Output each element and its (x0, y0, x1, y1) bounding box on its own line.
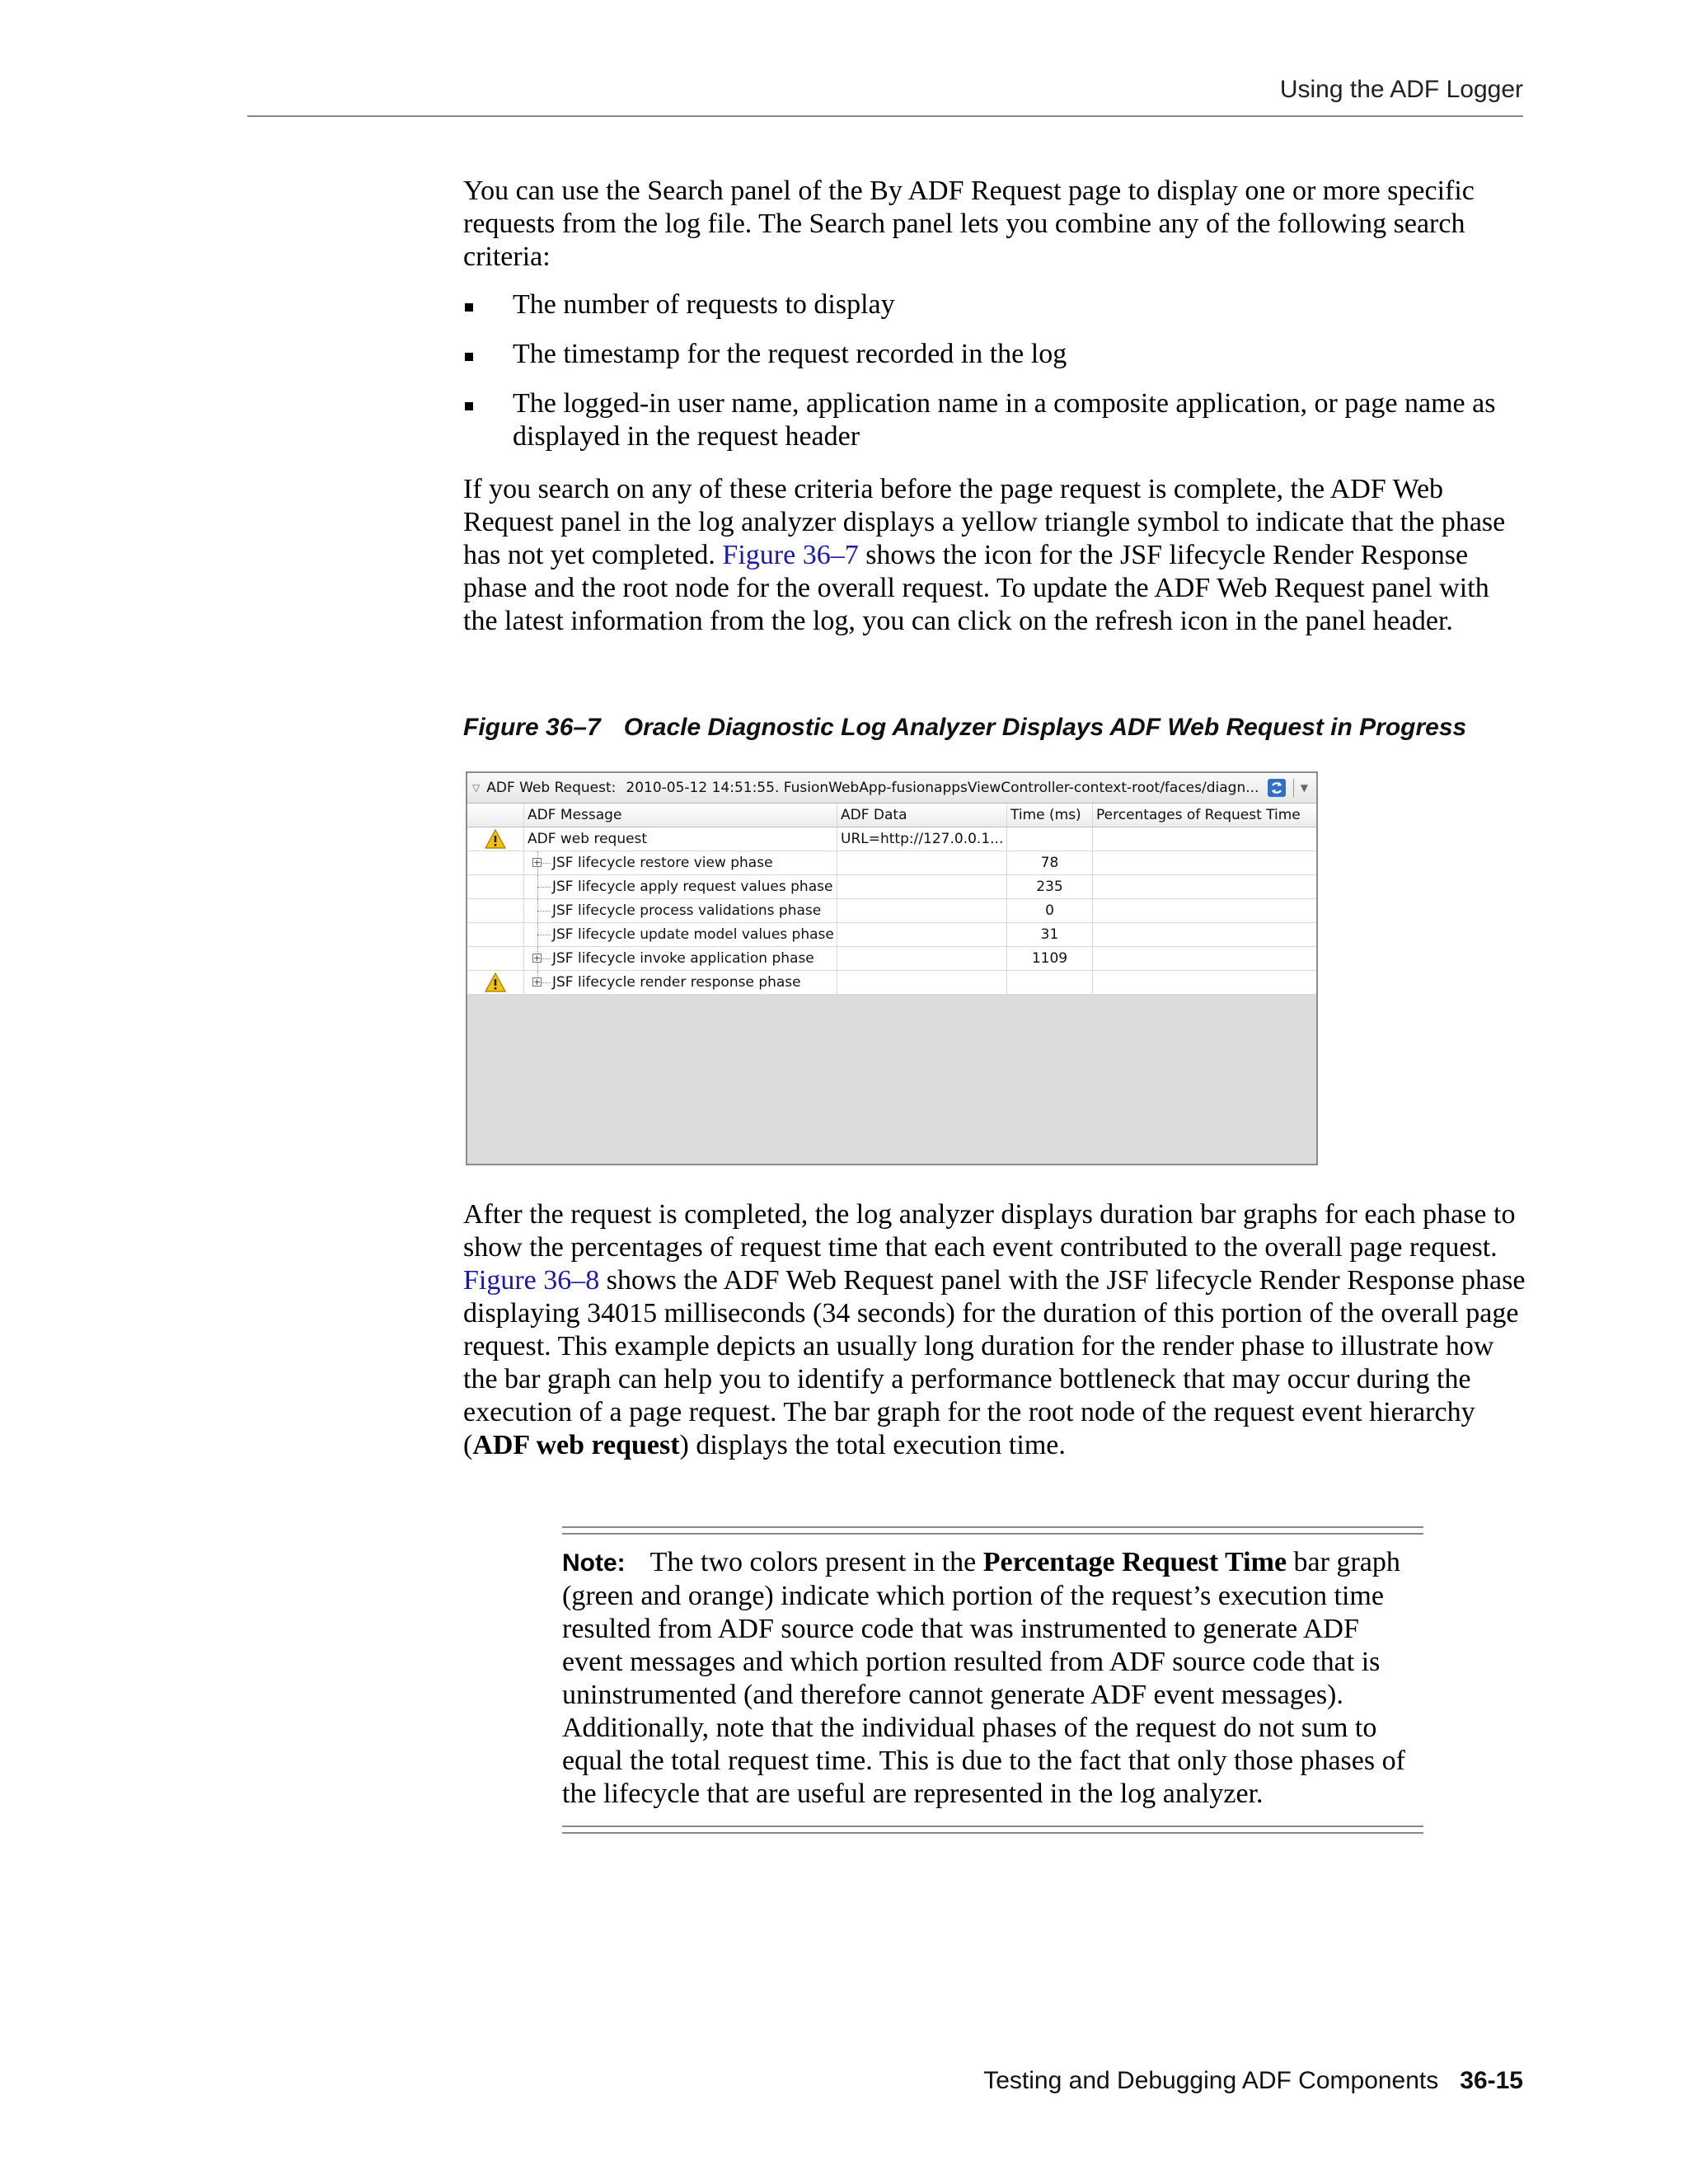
list-item-text: The timestamp for the request recorded in the log (513, 339, 1067, 369)
message-cell (524, 851, 837, 874)
paragraph-2-text: If you search on any of these criteria before the page request is complete, the ADF Web Request panel in the log analyzer displays a yellow triangle symbol to indicate that the phase has not yet completed. (463, 474, 1506, 570)
list-item-text: The number of requests to display (513, 289, 895, 320)
collapse-triangle-icon[interactable]: ▽ (472, 782, 481, 794)
paragraph-3 (463, 1198, 1526, 1462)
column-header[interactable]: ADF Message (524, 804, 837, 827)
bullet-icon (465, 353, 473, 361)
table-row[interactable] (467, 923, 1316, 947)
tree-connector (528, 875, 552, 898)
figure-caption (463, 714, 1535, 742)
status-cell (467, 875, 524, 898)
intro-paragraph: You can use the Search panel of the By ADF Request page to display one or more specific requests from the log file. The Search panel lets you combine any of the following search criteria: (463, 176, 1475, 272)
message-text: JSF lifecycle process validations phase (552, 902, 822, 919)
message-cell (524, 827, 837, 851)
status-cell (467, 851, 524, 874)
paragraph-3-text: After the request is completed, the log analyzer displays duration bar graphs for each phase to show the percentages of request time that each event contributed to the overall page request. (463, 1199, 1516, 1263)
tree-connector (528, 947, 552, 970)
table-row[interactable] (467, 827, 1316, 851)
running-header: Using the ADF Logger (1279, 76, 1523, 103)
list-item (463, 338, 1526, 371)
warning-triangle-icon (484, 828, 507, 850)
expand-plus-icon[interactable]: + (533, 857, 542, 868)
header-rule (247, 115, 1523, 117)
table-row[interactable] (467, 851, 1316, 875)
table-header (467, 804, 1316, 827)
time-cell: 235 (1007, 875, 1093, 898)
message-text: JSF lifecycle render response phase (552, 974, 801, 991)
message-text: JSF lifecycle apply request values phase (552, 879, 833, 895)
message-text: JSF lifecycle restore view phase (552, 855, 773, 871)
criteria-list (463, 288, 1526, 470)
note-bold-term: Percentage Request Time (982, 1547, 1287, 1577)
tree-connector (528, 971, 552, 994)
note-text (562, 1546, 1423, 1811)
message-text: JSF lifecycle update model values phase (552, 926, 834, 943)
percentage-cell (1093, 875, 1316, 898)
dropdown-arrow-icon[interactable]: ▼ (1300, 782, 1308, 794)
percentage-cell (1093, 947, 1316, 970)
status-cell (467, 971, 524, 994)
data-cell: URL=http://127.0.0.1... (837, 827, 1007, 851)
bullet-icon (465, 402, 473, 410)
table-row[interactable] (467, 875, 1316, 899)
tree-connector (528, 923, 552, 946)
message-text: ADF web request (528, 831, 648, 847)
time-cell: 31 (1007, 923, 1093, 946)
paragraph-2 (463, 473, 1526, 638)
note-label: Note: (562, 1549, 626, 1577)
column-header[interactable]: ADF Data (837, 804, 1007, 827)
paragraph-3-text-middle: shows the ADF Web Request panel with the JSF lifecycle Render Response phase displaying 34015 milliseconds (34 seconds) for the duration of this portion of the overall page request. This example depicts an usually long duration for the render phase to illustrate how the bar graph can help you to identify a performance bottleneck that may occur during the execution of a page request. The bar graph for the root node of the request event hierarchy ( (463, 1265, 1526, 1460)
status-cell (467, 827, 524, 851)
note-text-end: bar graph (green and orange) indicate which portion of the request’s execution time resulted from ADF source code that was instrumented to generate ADF event messages and which portion resulted from ADF source code that is uninstrumented (and therefore cannot generate ADF event messages). Additionally, note that the individual phases of the request do not sum to equal the total request time. This is due to the fact that only those phases of the lifecycle that are useful are represented in the log analyzer. (562, 1547, 1405, 1809)
status-cell (467, 899, 524, 922)
time-cell (1007, 827, 1093, 851)
note-text-start: The two colors present in the (649, 1547, 983, 1577)
data-cell (837, 947, 1007, 970)
percentage-cell (1093, 827, 1316, 851)
note-box (562, 1526, 1423, 1834)
list-item (463, 387, 1526, 453)
expand-plus-icon[interactable]: + (533, 977, 542, 987)
column-header[interactable]: Time (ms) (1007, 804, 1093, 827)
list-item-text: The logged-in user name, application name in a composite application, or page name as displayed in the request header (513, 388, 1496, 452)
panel-label: ADF Web Request: (486, 780, 617, 796)
data-cell (837, 971, 1007, 994)
percentage-cell (1093, 971, 1316, 994)
status-cell (467, 947, 524, 970)
message-table (467, 804, 1316, 995)
page-number: 36-15 (1460, 2067, 1523, 2094)
toolbar-separator (1293, 779, 1294, 797)
table-row[interactable] (467, 899, 1316, 923)
expand-plus-icon[interactable]: + (533, 953, 542, 963)
note-bottom-rule (562, 1825, 1423, 1834)
figure-number: Figure 36–7 (463, 714, 601, 741)
percentage-cell (1093, 851, 1316, 874)
refresh-icon[interactable] (1267, 778, 1287, 798)
time-cell: 78 (1007, 851, 1093, 874)
panel-header (467, 773, 1316, 804)
tree-connector (528, 851, 552, 874)
message-text: JSF lifecycle invoke application phase (552, 950, 814, 967)
warning-triangle-icon (484, 972, 507, 993)
paragraph-3-text-end: ) displays the total execution time. (679, 1430, 1066, 1460)
time-cell: 0 (1007, 899, 1093, 922)
time-cell: 1109 (1007, 947, 1093, 970)
status-cell (467, 923, 524, 946)
percentage-cell (1093, 923, 1316, 946)
icon-column-header (467, 804, 524, 827)
footer-section-title: Testing and Debugging ADF Components (983, 2067, 1439, 2094)
data-cell (837, 899, 1007, 922)
page-footer (983, 2067, 1523, 2095)
list-item (463, 288, 1526, 321)
message-cell (524, 971, 837, 994)
column-header[interactable]: Percentages of Request Time (1096, 807, 1301, 823)
tree-connector (528, 899, 552, 922)
adf-web-request-panel (466, 771, 1318, 1165)
table-row[interactable] (467, 947, 1316, 971)
figure-36-8-link[interactable]: Figure 36–8 (463, 1265, 600, 1296)
figure-title: Oracle Diagnostic Log Analyzer Displays ADF Web Request in Progress (623, 714, 1467, 741)
time-cell (1007, 971, 1093, 994)
message-cell (524, 923, 837, 946)
message-cell (524, 875, 837, 898)
adf-web-request-bold: ADF web request (472, 1430, 680, 1460)
message-cell (524, 899, 837, 922)
paragraph-2-text-end: shows the icon for the JSF lifecycle Render Response phase and the root node for the overall request. To update the ADF Web Request panel with the latest information from the log, you can click on the refresh icon in the panel header. (463, 540, 1489, 636)
figure-36-7-link[interactable]: Figure 36–7 (722, 540, 859, 570)
data-cell (837, 923, 1007, 946)
message-cell (524, 947, 837, 970)
percentage-cell (1093, 899, 1316, 922)
data-cell (837, 851, 1007, 874)
table-row[interactable] (467, 971, 1316, 995)
panel-request-value: 2010-05-12 14:51:55. FusionWebApp-fusionappsViewController-context-root/faces/diagn... (626, 780, 1259, 796)
bullet-icon (465, 303, 473, 312)
note-top-rule (562, 1526, 1423, 1535)
data-cell (837, 875, 1007, 898)
